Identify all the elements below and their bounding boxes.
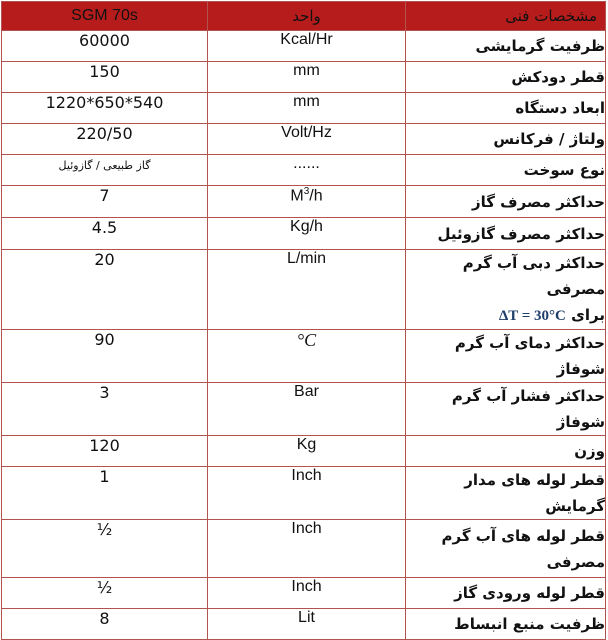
param-line2-text: برای	[571, 306, 605, 324]
param-cell	[406, 520, 606, 578]
unit-cell: L/min	[208, 250, 406, 330]
unit-cell: Bar	[208, 383, 406, 436]
param-cell: ولتاژ / فرکانس	[406, 124, 606, 155]
param-line1: قطر لوله های آب گرم	[441, 526, 605, 545]
table-row	[2, 155, 606, 186]
param-cell	[406, 250, 606, 330]
table-row	[2, 250, 606, 330]
param-cell: قطر لوله ورودی گاز	[406, 578, 606, 609]
value-cell: 1220*650*540	[2, 93, 208, 124]
param-cell: حداکثر دمای آب گرم شوفاژ	[406, 330, 606, 383]
param-cell: ظرفیت گرمایشی	[406, 31, 606, 62]
unit-cell: Kg/h	[208, 218, 406, 250]
table-row	[2, 609, 606, 640]
table-row	[2, 520, 606, 578]
specifications-table	[1, 1, 606, 640]
value-cell: 220/50	[2, 124, 208, 155]
unit-cell: Volt/Hz	[208, 124, 406, 155]
param-cell: نوع سوخت	[406, 155, 606, 186]
delta-t-formula: ΔT = 30°C	[498, 308, 566, 324]
unit-cell	[208, 186, 406, 218]
header-param: مشخصات فنی	[406, 2, 606, 31]
unit-cell	[208, 330, 406, 383]
table-row	[2, 436, 606, 467]
value-cell: 8	[2, 609, 208, 640]
value-cell: 1	[2, 467, 208, 520]
unit-tail: /h	[309, 187, 323, 205]
table-row	[2, 93, 606, 124]
unit-cell: Kg	[208, 436, 406, 467]
unit-cell: Inch	[208, 578, 406, 609]
param-cell: قطر لوله های مدار گرمایش	[406, 467, 606, 520]
param-cell: قطر دودکش	[406, 62, 606, 93]
value-cell: 90	[2, 330, 208, 383]
value-cell: 60000	[2, 31, 208, 62]
unit-cell: Inch	[208, 520, 406, 578]
table-row	[2, 218, 606, 250]
table-row	[2, 62, 606, 93]
value-cell: 4.5	[2, 218, 208, 250]
degree-celsius-unit: °C	[296, 330, 317, 350]
param-cell: ظرفیت منبع انبساط	[406, 609, 606, 640]
unit-superscript: 3	[303, 186, 310, 197]
param-cell: حداکثر فشار آب گرم شوفاژ	[406, 383, 606, 436]
value-cell: 20	[2, 250, 208, 330]
table-row	[2, 124, 606, 155]
unit-cell: Inch	[208, 467, 406, 520]
value-cell: ½	[2, 578, 208, 609]
param-line2	[406, 302, 605, 329]
header-model: SGM 70s	[2, 2, 208, 31]
value-cell: گاز طبیعی / گازوئیل	[2, 155, 208, 186]
value-cell: ½	[2, 520, 208, 578]
header-unit: واحد	[208, 2, 406, 31]
unit-cell: ......	[208, 155, 406, 186]
unit-cell: Lit	[208, 609, 406, 640]
table-row	[2, 330, 606, 383]
param-cell: حداکثر مصرف گاز	[406, 186, 606, 218]
table-row	[2, 578, 606, 609]
value-cell: 7	[2, 186, 208, 218]
param-line2: مصرفی	[546, 552, 605, 571]
param-line1: حداکثر دبی آب گرم مصرفی	[462, 254, 605, 298]
value-cell: 120	[2, 436, 208, 467]
table-row	[2, 31, 606, 62]
table-row	[2, 467, 606, 520]
unit-cell: mm	[208, 62, 406, 93]
value-cell: 150	[2, 62, 208, 93]
table-row	[2, 186, 606, 218]
value-cell: 3	[2, 383, 208, 436]
param-cell: ابعاد دستگاه	[406, 93, 606, 124]
table-header-row	[2, 2, 606, 31]
unit-base: M	[290, 187, 304, 205]
table-row	[2, 383, 606, 436]
param-cell: وزن	[406, 436, 606, 467]
unit-cell: Kcal/Hr	[208, 31, 406, 62]
param-cell: حداکثر مصرف گازوئیل	[406, 218, 606, 250]
unit-cell: mm	[208, 93, 406, 124]
